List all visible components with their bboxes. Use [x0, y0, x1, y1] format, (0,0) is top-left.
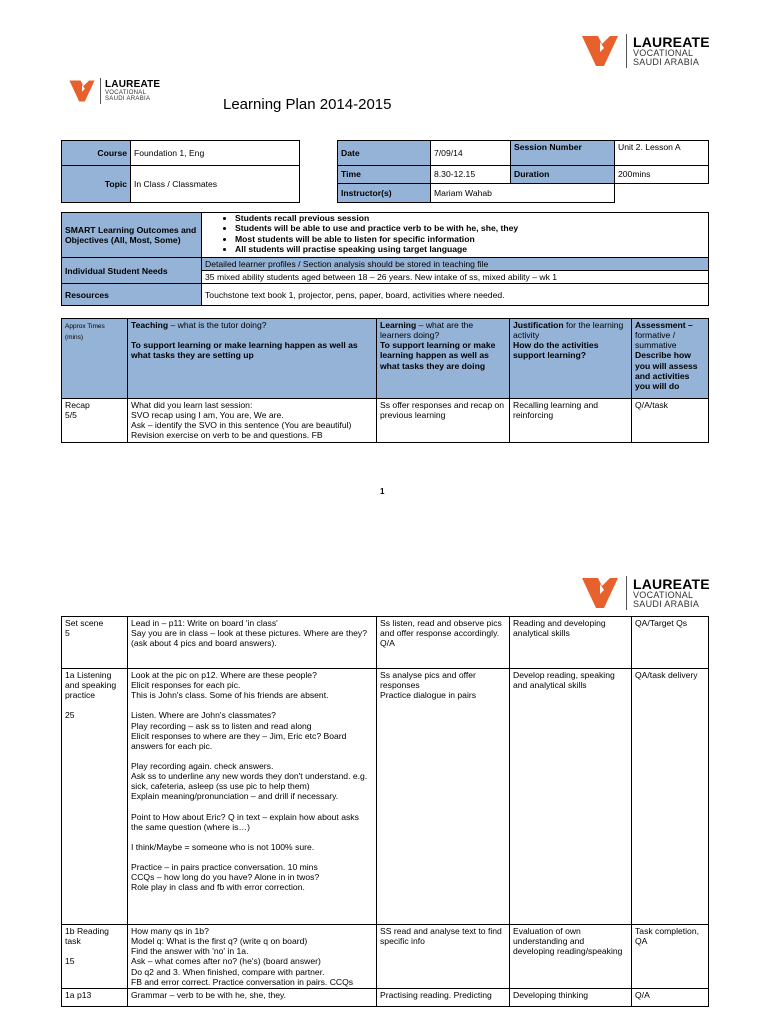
laureate-logo-small: [68, 77, 160, 105]
logo-line1: VOCATIONAL: [105, 90, 147, 96]
outcome-item: • Most students will be able to listen for specific information: [235, 234, 705, 244]
laureate-flame-icon: [580, 34, 620, 68]
needs-label: Individual Student Needs: [62, 258, 202, 284]
time-cell-line: 1b Reading task: [65, 926, 109, 947]
teaching-line: Play recording again. check answers.: [131, 760, 274, 771]
logo-line2: SAUDI ARABIA: [633, 57, 700, 67]
teaching-heading: Teaching: [131, 320, 169, 330]
learning-line: Ss offer responses and recap on previous learning: [380, 400, 505, 421]
header-assessment: [632, 319, 709, 399]
course-label: Course: [62, 141, 131, 166]
time-cell-line: 15: [65, 956, 75, 967]
teaching-line: Ask – what comes after no? (he's) (board answer): [131, 956, 321, 967]
assessment-heading-rest: formative / summative: [635, 330, 677, 351]
teaching-line: [131, 832, 373, 842]
teaching-line: Say you are in class – look at these pictures. Where are they? (ask about 4 pics and board answers).: [131, 628, 367, 649]
empty-cell: [615, 184, 709, 203]
session-number-label: Session Number: [511, 141, 615, 166]
justification-line: Developing thinking: [513, 989, 589, 1000]
teaching-line: Ask – identify the SVO in this sentence (You are beautiful): [131, 420, 352, 431]
resources-value: Touchstone text book 1, projector, pens, paper, board, activities where needed.: [202, 284, 709, 306]
assessment-line: Q/A: [635, 989, 650, 1000]
learning-subheading: To support learning or make learning happen as well as what tasks they are doing: [380, 340, 496, 371]
learning-line: Practice dialogue in pairs: [380, 690, 477, 701]
session-table: [337, 140, 709, 203]
date-label: Date: [338, 141, 431, 166]
learning-line: SS read and analyse text to find specific info: [380, 926, 502, 947]
logo-brand: LAUREATE: [633, 576, 710, 592]
time-cell-line: Recap: [65, 400, 90, 410]
session-number-value: Unit 2. Lesson A: [615, 141, 709, 166]
header-justification: [510, 319, 632, 399]
table-row: [62, 617, 709, 669]
time-value: 8.30-12.15: [431, 166, 511, 184]
duration-value: 200mins: [615, 166, 709, 184]
assessment-line: QA/task delivery: [635, 670, 698, 680]
teaching-line: Point to How about Eric? Q in text – explain how about asks the same question (where is…): [131, 811, 359, 832]
logo-line1: VOCATIONAL: [633, 590, 694, 600]
time-cell-line: 5: [65, 628, 70, 639]
logo-brand: LAUREATE: [105, 79, 161, 90]
duration-label: Duration: [511, 166, 615, 184]
time-cell-line: Set scene: [65, 618, 104, 628]
teaching-line: [131, 852, 373, 862]
smart-table: [61, 212, 709, 306]
header-learning: [377, 319, 510, 399]
teaching-line: How many qs in 1b?: [131, 926, 209, 936]
justification-subheading: How do the activities support learning?: [513, 340, 599, 361]
topic-value: In Class / Classmates: [131, 166, 300, 203]
header-approx-times: [62, 319, 128, 399]
teaching-line: Elicit responses for each pic.: [131, 680, 241, 691]
table-row: [62, 925, 709, 989]
smart-outcomes-label: SMART Learning Outcomes and Objectives (All, Most, Some): [62, 213, 202, 258]
justification-line: Develop reading, speaking and analytical skills: [513, 670, 615, 691]
learning-line: Ss listen, read and observe pics and offer response accordingly.: [380, 618, 502, 639]
assessment-heading: Assessment –: [635, 320, 693, 330]
logo-divider: [100, 78, 101, 104]
teaching-line: Lead in – p11: Write on board 'in class': [131, 618, 278, 628]
teaching-line: Look at the pic on p12. Where are these people?: [131, 670, 317, 680]
table-row: [62, 669, 709, 925]
outcome-item: • Students will be able to use and practice verb to be with he, she, they: [235, 223, 705, 233]
justification-line: Recalling learning and reinforcing: [513, 400, 599, 421]
teaching-line: Find the answer with 'no' in 1a.: [131, 946, 249, 957]
teaching-line: FB and error correct. Practice conversation in pairs. CCQs: [131, 976, 354, 987]
teaching-line: Elicit responses to where are they – Jim, Eric etc? Board answers for each pic.: [131, 730, 347, 751]
teaching-line: Listen. Where are John's classmates?: [131, 710, 276, 721]
time-cell-line: 5/5: [65, 410, 77, 421]
time-cell-line: 1a p13: [65, 989, 92, 1000]
laureate-flame-icon: [580, 576, 620, 610]
teaching-line: Practice – in pairs practice conversation. 10 mins: [131, 861, 318, 872]
smart-outcomes-list: [205, 213, 705, 255]
logo-divider: [626, 576, 627, 610]
time-cell-line: 1a Listening and speaking practice: [65, 670, 117, 701]
teaching-line: Grammar – verb to be with he, she, they.: [131, 989, 287, 1000]
justification-heading: Justification: [513, 320, 564, 330]
topic-label: Topic: [62, 166, 131, 203]
teaching-line: [131, 751, 373, 761]
teaching-line: Revision exercise on verb to be and questions. FB: [131, 430, 323, 441]
logo-line1: VOCATIONAL: [633, 48, 694, 58]
logo-line2: SAUDI ARABIA: [633, 599, 700, 609]
justification-line: Evaluation of own understanding and developing reading/speaking: [513, 926, 623, 957]
approx-times-text: Approx Times (mins): [65, 323, 105, 341]
laureate-logo: [580, 576, 710, 610]
teaching-line: What did you learn last session:: [131, 400, 253, 410]
table-row: [62, 399, 709, 443]
outcome-item: • All students will practise speaking using target language: [235, 244, 705, 254]
resources-label: Resources: [62, 284, 202, 306]
learning-line: Ss analyse pics and offer responses: [380, 670, 476, 691]
laureate-flame-icon: [68, 77, 96, 105]
teaching-line: CCQs – how long do you have? Alone in in twos?: [131, 872, 320, 883]
page-title: Learning Plan 2014-2015: [223, 96, 392, 113]
justification-line: Reading and developing analytical skills: [513, 618, 606, 639]
teaching-line: I think/Maybe = someone who is not 100% sure.: [131, 841, 315, 852]
needs-line1: Detailed learner profiles / Section analysis should be stored in teaching file: [202, 258, 709, 271]
header-teaching: [128, 319, 377, 399]
logo-line2: SAUDI ARABIA: [105, 96, 151, 102]
needs-line2: 35 mixed ability students aged between 18 – 26 years. New intake of ss, mixed ability – wk 1: [202, 271, 709, 284]
learning-heading-rest: – what are the learners doing?: [380, 320, 474, 341]
page-number: 1: [380, 487, 385, 496]
learning-line: Practising reading. Predicting: [380, 989, 492, 1000]
teaching-line: Play recording – ask ss to listen and read along: [131, 720, 312, 731]
assessment-subheading: Describe how you will assess and activities you will do: [635, 350, 698, 391]
instructor-label: Instructor(s): [338, 184, 431, 203]
teaching-line: Explain meaning/pronunciation – and drill if necessary.: [131, 791, 339, 802]
logo-divider: [626, 34, 627, 68]
teaching-line: [131, 802, 373, 812]
time-cell-line: [65, 946, 124, 956]
time-cell-line: [65, 700, 124, 710]
teaching-subheading: To support learning or make learning happen as well as what tasks they are setting up: [131, 340, 358, 361]
teaching-heading-rest: – what is the tutor doing?: [168, 320, 267, 330]
teaching-line: Role play in class and fb with error correction.: [131, 882, 305, 893]
justification-heading-rest: for the learning activity: [513, 320, 624, 341]
date-value: 7/09/14: [431, 141, 511, 166]
teaching-line: SVO recap using I am, You are, We are.: [131, 410, 284, 421]
course-table: [61, 140, 300, 203]
learning-heading: Learning: [380, 320, 417, 330]
laureate-logo: [580, 34, 710, 68]
teaching-line: Do q2 and 3. When finished, compare with partner.: [131, 966, 325, 977]
time-cell-line: 25: [65, 710, 75, 721]
outcome-item: • Students recall previous session: [235, 213, 705, 223]
teaching-line: Model q: What is the first q? (write q on board): [131, 936, 308, 947]
table-row: [62, 988, 709, 1006]
instructor-value: Mariam Wahab: [431, 184, 615, 203]
lesson-plan-table-continued: [61, 616, 709, 1007]
teaching-line: [131, 700, 373, 710]
lesson-plan-table: [61, 318, 709, 443]
time-label: Time: [338, 166, 431, 184]
course-value: Foundation 1, Eng: [131, 141, 300, 166]
assessment-line: QA/Target Qs: [635, 618, 688, 628]
learning-line: Q/A: [380, 638, 395, 649]
teaching-line: This is John's class. Some of his friends are absent.: [131, 690, 329, 701]
teaching-line: Ask ss to underline any new words they don't understand. e.g. sick, cafeteria, asleep (ss use pic to help them): [131, 771, 368, 792]
logo-brand: LAUREATE: [633, 34, 710, 50]
assessment-line: Task completion, QA: [635, 926, 700, 947]
assessment-line: Q/A/task: [635, 400, 668, 410]
